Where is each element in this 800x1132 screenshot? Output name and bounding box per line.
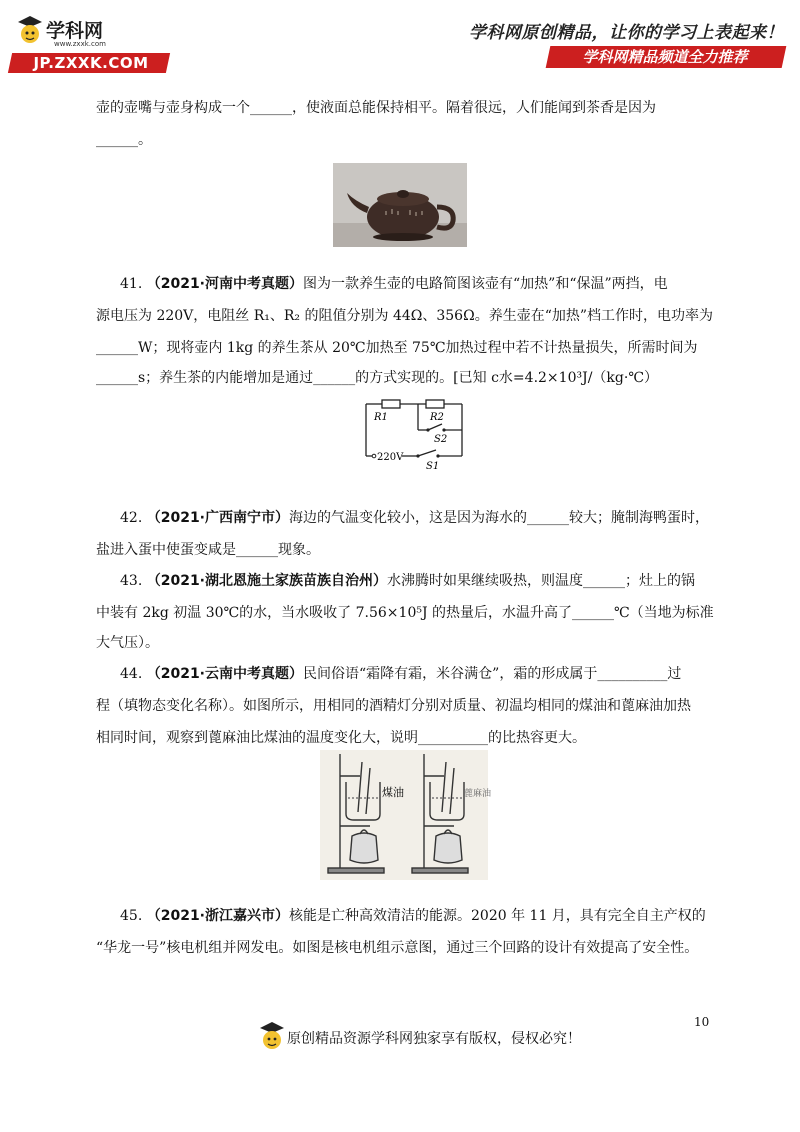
q42-first-line bbox=[120, 508, 709, 528]
q44-first-line bbox=[120, 664, 681, 684]
switch-s2 bbox=[428, 424, 442, 430]
page-header bbox=[0, 0, 800, 80]
zxxk-logo[interactable] bbox=[10, 14, 170, 74]
q41-line-2: 源电压为 220V，电阻丝 R₁、R₂ 的阻值分别为 44Ω、356Ω。养生壶在“加热”档工作时，电功率为 bbox=[96, 308, 714, 324]
label-kerosene: 煤油 bbox=[382, 786, 404, 799]
intro-line-1: 壶的壶嘴与壶身构成一个______，使液面总能保持相平。隔着很远，人们能闻到茶香是因为 bbox=[96, 100, 656, 116]
logo-url: JP.ZXXK.COM bbox=[33, 54, 149, 72]
q43-line-1: 水沸腾时如果继续吸热，则温度______；灶上的锅 bbox=[387, 573, 696, 589]
switch-s1 bbox=[418, 450, 436, 456]
q42-line-2: 盐进入蛋中使蛋变咸是______现象。 bbox=[96, 542, 320, 558]
label-s2: S2 bbox=[434, 434, 448, 445]
q45-number: 45. bbox=[120, 908, 143, 924]
header-slogan: 学科网原创精品，让你的学习上表起来！ bbox=[469, 23, 784, 43]
q42-source: （2021·广西南宁市） bbox=[146, 510, 290, 526]
logo-name: 学科网 bbox=[46, 20, 104, 42]
q41-number: 41. bbox=[120, 276, 143, 292]
q44-line-1: 民间俗语“霜降有霜，米谷满仓”，霜的形成属于__________过 bbox=[303, 666, 682, 682]
circuit-diagram bbox=[360, 396, 470, 472]
q45-source: （2021·浙江嘉兴市） bbox=[146, 908, 290, 924]
resistor-r2 bbox=[426, 400, 444, 408]
teapot-image bbox=[333, 163, 467, 247]
q43-line-3: 大气压）。 bbox=[96, 635, 159, 651]
resistor-r1 bbox=[382, 400, 400, 408]
q41-line-3: ______W；现将壶内 1kg 的养生茶从 20℃加热至 75℃加热过程中若不计热量损失，所需时间为 bbox=[96, 340, 698, 356]
q44-line-2: 程（填物态变化名称）。如图所示，用相同的酒精灯分别对质量、初温均相同的煤油和蓖麻油加热 bbox=[96, 698, 691, 714]
mascot-icon bbox=[258, 1020, 286, 1052]
logo-subtitle: www.zxxk.com bbox=[54, 40, 106, 48]
q44-line-3: 相同时间，观察到蓖麻油比煤油的温度变化大，说明__________的比热容更大。 bbox=[96, 730, 586, 746]
label-castor-oil: 蓖麻油 bbox=[464, 789, 492, 799]
copyright-notice: 原创精品资源学科网独家享有版权，侵权必究！ bbox=[287, 1031, 581, 1047]
label-voltage: 220V bbox=[377, 452, 404, 463]
label-r2: R2 bbox=[430, 412, 444, 423]
q41-line-4: ______s；养生茶的内能增加是通过______的方式实现的。[已知 c水=4.2×10³J/（kg·℃） bbox=[96, 370, 658, 386]
header-banner: 学科网精品频道全力推荐 bbox=[582, 48, 748, 66]
q42-number: 42. bbox=[120, 510, 143, 526]
q43-first-line bbox=[120, 571, 695, 591]
label-s1: S1 bbox=[426, 461, 440, 472]
q45-line-2: “华龙一号”核电机组并网发电。如图是核电机组示意图，通过三个回路的设计有效提高了安全性。 bbox=[96, 940, 699, 956]
q44-number: 44. bbox=[120, 666, 143, 682]
q41-source: （2021·河南中考真题） bbox=[146, 276, 304, 292]
heating-experiment-image bbox=[320, 750, 492, 880]
q45-line-1: 核能是亡种高效清洁的能源。2020 年 11 月，具有完全自主产权的 bbox=[289, 908, 706, 924]
q45-first-line bbox=[120, 906, 706, 926]
mascot-icon bbox=[16, 14, 44, 48]
label-r1: R1 bbox=[374, 412, 388, 423]
q43-line-2: 中装有 2kg 初温 30℃的水，当水吸收了 7.56×10⁵J 的热量后，水温升高了______℃（当地为标准 bbox=[96, 605, 714, 621]
q43-number: 43. bbox=[120, 573, 143, 589]
q44-source: （2021·云南中考真题） bbox=[146, 666, 304, 682]
q41-first-line bbox=[120, 274, 668, 294]
page-number: 10 bbox=[694, 1015, 710, 1029]
q41-line-1: 图为一款养生壶的电路简图该壶有“加热”和“保温”两挡，电 bbox=[303, 276, 668, 292]
intro-line-2: ______。 bbox=[96, 132, 152, 148]
q43-source: （2021·湖北恩施土家族苗族自治州） bbox=[146, 573, 388, 589]
q42-line-1: 海边的气温变化较小，这是因为海水的______较大；腌制海鸭蛋时， bbox=[289, 510, 710, 526]
